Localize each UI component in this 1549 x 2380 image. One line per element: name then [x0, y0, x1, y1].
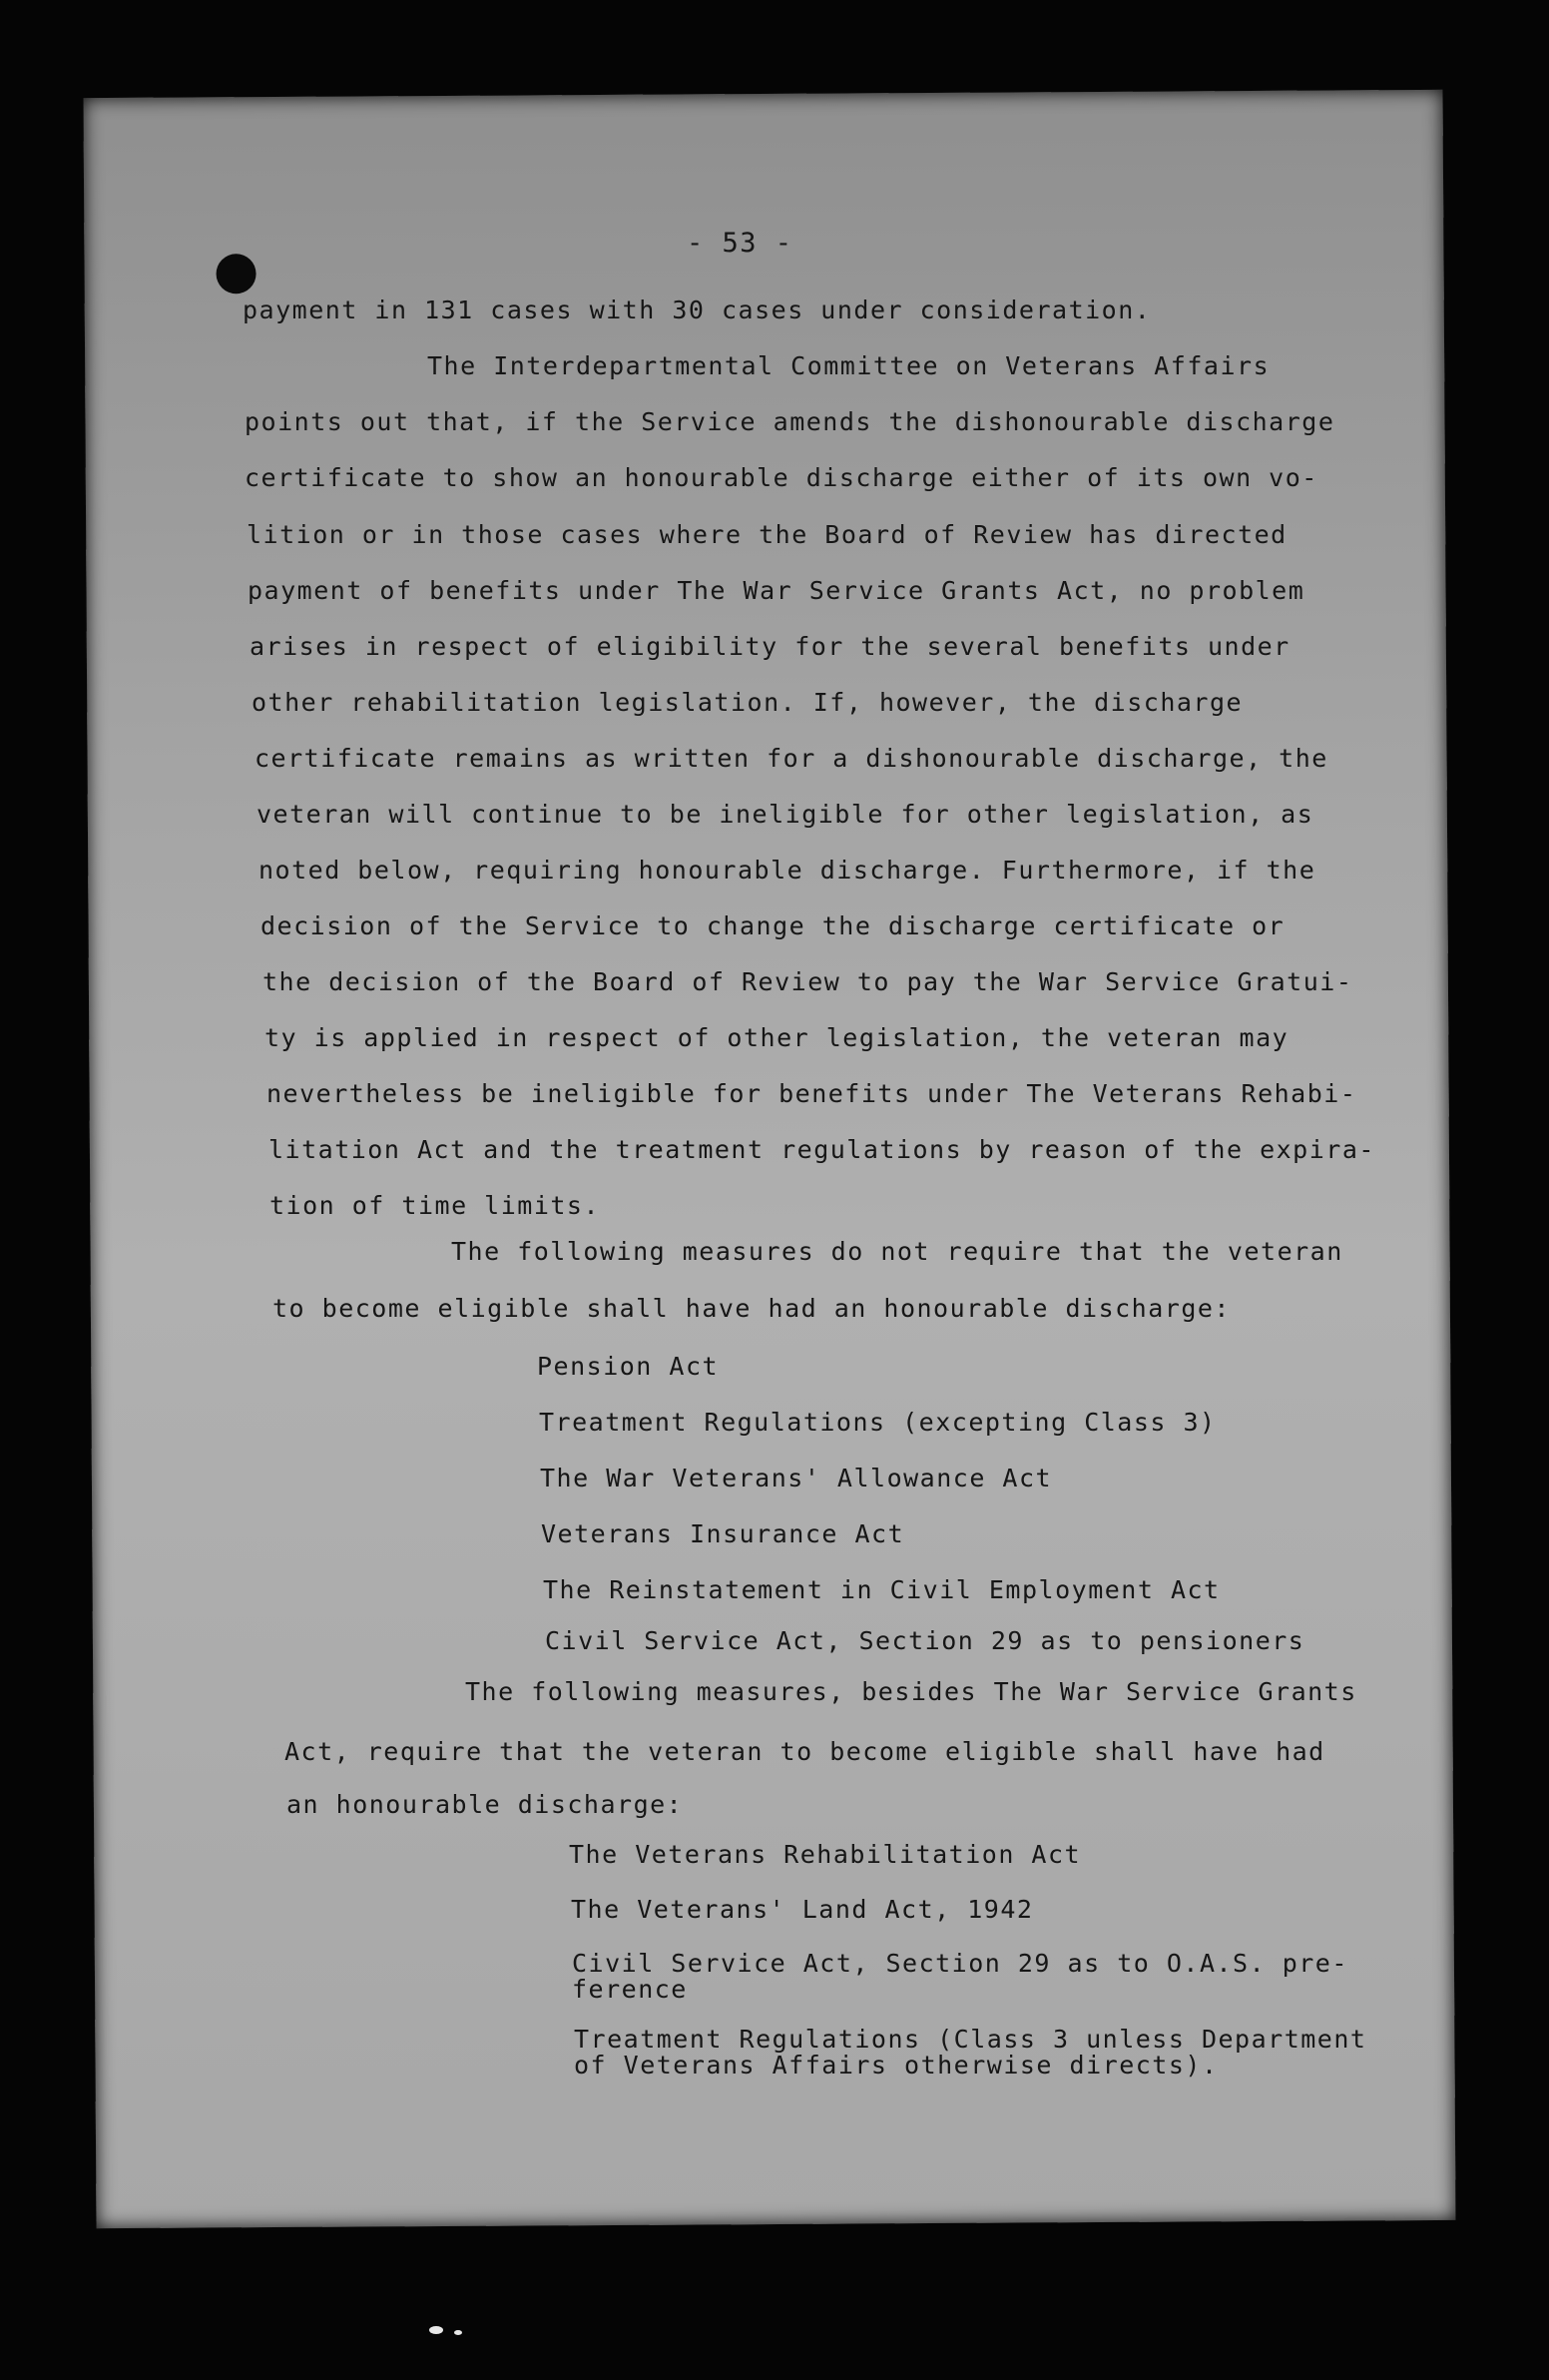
scan-artifact — [454, 2330, 462, 2335]
list-item: Veterans Insurance Act — [541, 1519, 905, 1548]
text-line: the decision of the Board of Review to pay the War Service Gratui- — [262, 967, 1353, 996]
text-line: Act, require that the veteran to become eligible shall have had — [284, 1737, 1325, 1766]
text-line: nevertheless be ineligible for benefits under The Veterans Rehabi- — [266, 1079, 1357, 1108]
text-line: lition or in those cases where the Board of Review has directed — [247, 520, 1288, 549]
text-line: The Interdepartmental Committee on Veterans Affairs — [427, 351, 1271, 380]
text-line: ty is applied in respect of other legislation, the veteran may — [264, 1023, 1290, 1052]
text-line: other rehabilitation legislation. If, however, the discharge — [252, 688, 1244, 717]
text-line: payment in 131 cases with 30 cases under consideration. — [243, 296, 1152, 324]
text-line: decision of the Service to change the discharge certificate or — [260, 911, 1286, 940]
text-line: certificate to show an honourable discharge either of its own vo- — [245, 463, 1318, 492]
list-item: The Veterans' Land Act, 1942 — [571, 1895, 1034, 1924]
text-line: The following measures do not require that the veteran — [451, 1237, 1343, 1266]
page-number: - 53 - — [687, 228, 793, 259]
list-item: The Reinstatement in Civil Employment Act — [543, 1575, 1221, 1604]
text-line: tion of time limits. — [269, 1191, 601, 1220]
list-item: Pension Act — [537, 1352, 720, 1381]
text-line: veteran will continue to be ineligible for other legislation, as — [257, 800, 1314, 829]
text-line: noted below, requiring honourable discharge. Furthermore, if the — [258, 856, 1316, 885]
text-line: litation Act and the treatment regulations by reason of the expira- — [268, 1135, 1375, 1164]
list-item: The War Veterans' Allowance Act — [540, 1464, 1053, 1492]
text-line: to become eligible shall have had an honourable discharge: — [272, 1294, 1231, 1323]
list-item: Civil Service Act, Section 29 as to pensioners — [545, 1626, 1305, 1655]
text-line: an honourable discharge: — [286, 1790, 684, 1819]
list-item: Treatment Regulations (excepting Class 3) — [539, 1408, 1217, 1437]
text-line: payment of benefits under The War Service Grants Act, no problem — [248, 576, 1305, 605]
list-item: Treatment Regulations (Class 3 unless Department of Veterans Affairs otherwise directs). — [574, 2025, 1367, 2080]
text-line: certificate remains as written for a dishonourable discharge, the — [255, 744, 1328, 773]
punch-hole — [216, 254, 256, 294]
scan-artifact — [429, 2326, 443, 2334]
text-line: arises in respect of eligibility for the several benefits under — [250, 632, 1291, 661]
list-item: Civil Service Act, Section 29 as to O.A.S. pre- ference — [572, 1949, 1348, 2004]
list-item: The Veterans Rehabilitation Act — [569, 1840, 1082, 1869]
text-line: points out that, if the Service amends the dishonourable discharge — [245, 407, 1335, 436]
text-line: The following measures, besides The War Service Grants — [465, 1677, 1357, 1706]
